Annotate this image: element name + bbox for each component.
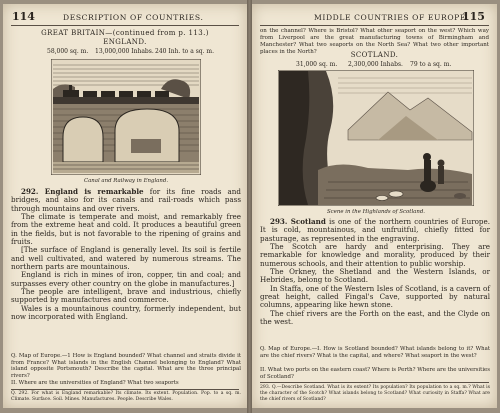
body-text: [260, 218, 490, 326]
engraving-canal-railway: [51, 59, 201, 175]
body-paragraph: England is rich in mines of iron, copper, tin and coal; and surpasses every other country on the globe in manufactures.]: [11, 270, 241, 288]
body-paragraph: In Staffa, one of the Western Isles of Scotland, is a cavern of great height, called Fingal's Cave, supported by natural columns, appearing like hewn stone.: [260, 283, 490, 310]
map-question-2: II. What two ports on the eastern coast? Where is Perth? Where are the universities of Scotland?: [260, 367, 490, 380]
header-rule: [11, 25, 239, 26]
body-paragraph: 292. England is remarkable for its fine roads and bridges, and also for its canals and rail-roads which pass through mountains and over rivers.: [11, 187, 241, 213]
body-paragraph: 293. Scotland is one of the northern countries of Europe. It is cold, mountainous, and unfruitful, chiefly fitted for pasturage, as represented in the engraving.: [260, 217, 490, 243]
footnote: 293. Q.—Describe Scotland. What is its extent? Its population? Its population to a sq. m.? What is the character of the Scotch? What islands belong to Scotland? What curiosity in Staffa? What are the chief rivers of Scotland?: [260, 385, 490, 402]
stat-population: 2,300,000 Inhabs.: [348, 61, 403, 68]
map-question-2: II. Where are the universities of England? What two seaports: [11, 380, 179, 386]
left-page: [3, 4, 247, 408]
paragraph-lead: 293. Scotland: [270, 217, 326, 226]
map-questions: Q. Map of Europe.—1 How is England bounded? What channel and straits divide it from France? What islands in the English Channel belonging to England? What island opposite Portsmouth? Describe the capital. What are the three principal rivers?: [11, 353, 241, 380]
running-head: DESCRIPTION OF COUNTRIES.: [63, 13, 204, 22]
body-paragraph: The people are intelligent, brave and industrious, chiefly supported by manufactures and commerce.: [11, 287, 241, 305]
stat-area: 58,000 sq. m.: [47, 48, 89, 55]
stat-density: 240 Inh. to a sq. m.: [155, 48, 215, 55]
footnote-rule: [260, 382, 489, 383]
page-number: 115: [462, 10, 485, 23]
right-page: [252, 4, 497, 408]
figure-caption: Scene in the Highlands of Scotland.: [326, 209, 426, 215]
body-paragraph: Wales is a mountainous country, formerly independent, but now incorporated with England.: [11, 303, 241, 322]
footnote: Q. 292. For what is England remarkable? Its climate. Its extent. Population. Pop. to a sq. m. Climate. Surface. Soil. Mines. Manufactures. People. Describe Wales.: [11, 391, 241, 402]
body-paragraph: The climate is temperate and moist, and remarkably free from the extreme heat and cold. It produces a beautiful green in the fields, but is not favorable to the ripening of grains and fruits.: [11, 212, 241, 247]
engraving-highlands: [278, 70, 474, 206]
paragraph-lead: 292. England is remarkable: [21, 187, 144, 196]
continued-questions: on the channel? Where is Bristol? What other seaport on the west? Which way from Liverpool are the great manufacturing towns of Birmingham and Manchester? What two seaports on the North Sea? What two other important places in the North?: [260, 28, 489, 55]
country-heading: ENGLAND.: [103, 38, 147, 46]
stat-population: 13,000,000 Inhabs.: [95, 48, 154, 55]
figure-caption: Canal and Railway in England.: [83, 178, 169, 184]
page-number: 114: [12, 10, 35, 23]
section-title: GREAT BRITAIN—(continued from p. 113.): [41, 29, 209, 37]
stat-area: 31,000 sq. m.: [296, 61, 338, 68]
map-questions: Q. Map of Europe.—I. How is Scotland bounded? What islands belong to it? What are the chief rivers? What is the capital, and where? What seaport in the west?: [260, 346, 490, 359]
header-rule: [260, 25, 489, 26]
running-head: MIDDLE COUNTRIES OF EUROPE.: [314, 13, 470, 22]
body-paragraph: The Scotch are hardy and enterprising. They are remarkable for knowledge and morality, produced by their numerous schools, and their attention to public worship.: [260, 242, 490, 268]
body-paragraph: The Orkney, the Shetland and the Western Islands, or Hebrides, belong to Scotland.: [260, 267, 490, 285]
country-heading: SCOTLAND.: [350, 51, 399, 59]
body-text: [11, 188, 241, 322]
body-paragraph: The chief rivers are the Forth on the east, and the Clyde on the west.: [260, 308, 490, 327]
body-paragraph: [The surface of England is generally level. Its soil is fertile and well cultivated, and watered by numerous streams. The northern parts are mountainous.: [11, 245, 241, 272]
footnote-rule: [11, 389, 239, 390]
stat-density: 79 to a sq. m.: [410, 61, 452, 68]
